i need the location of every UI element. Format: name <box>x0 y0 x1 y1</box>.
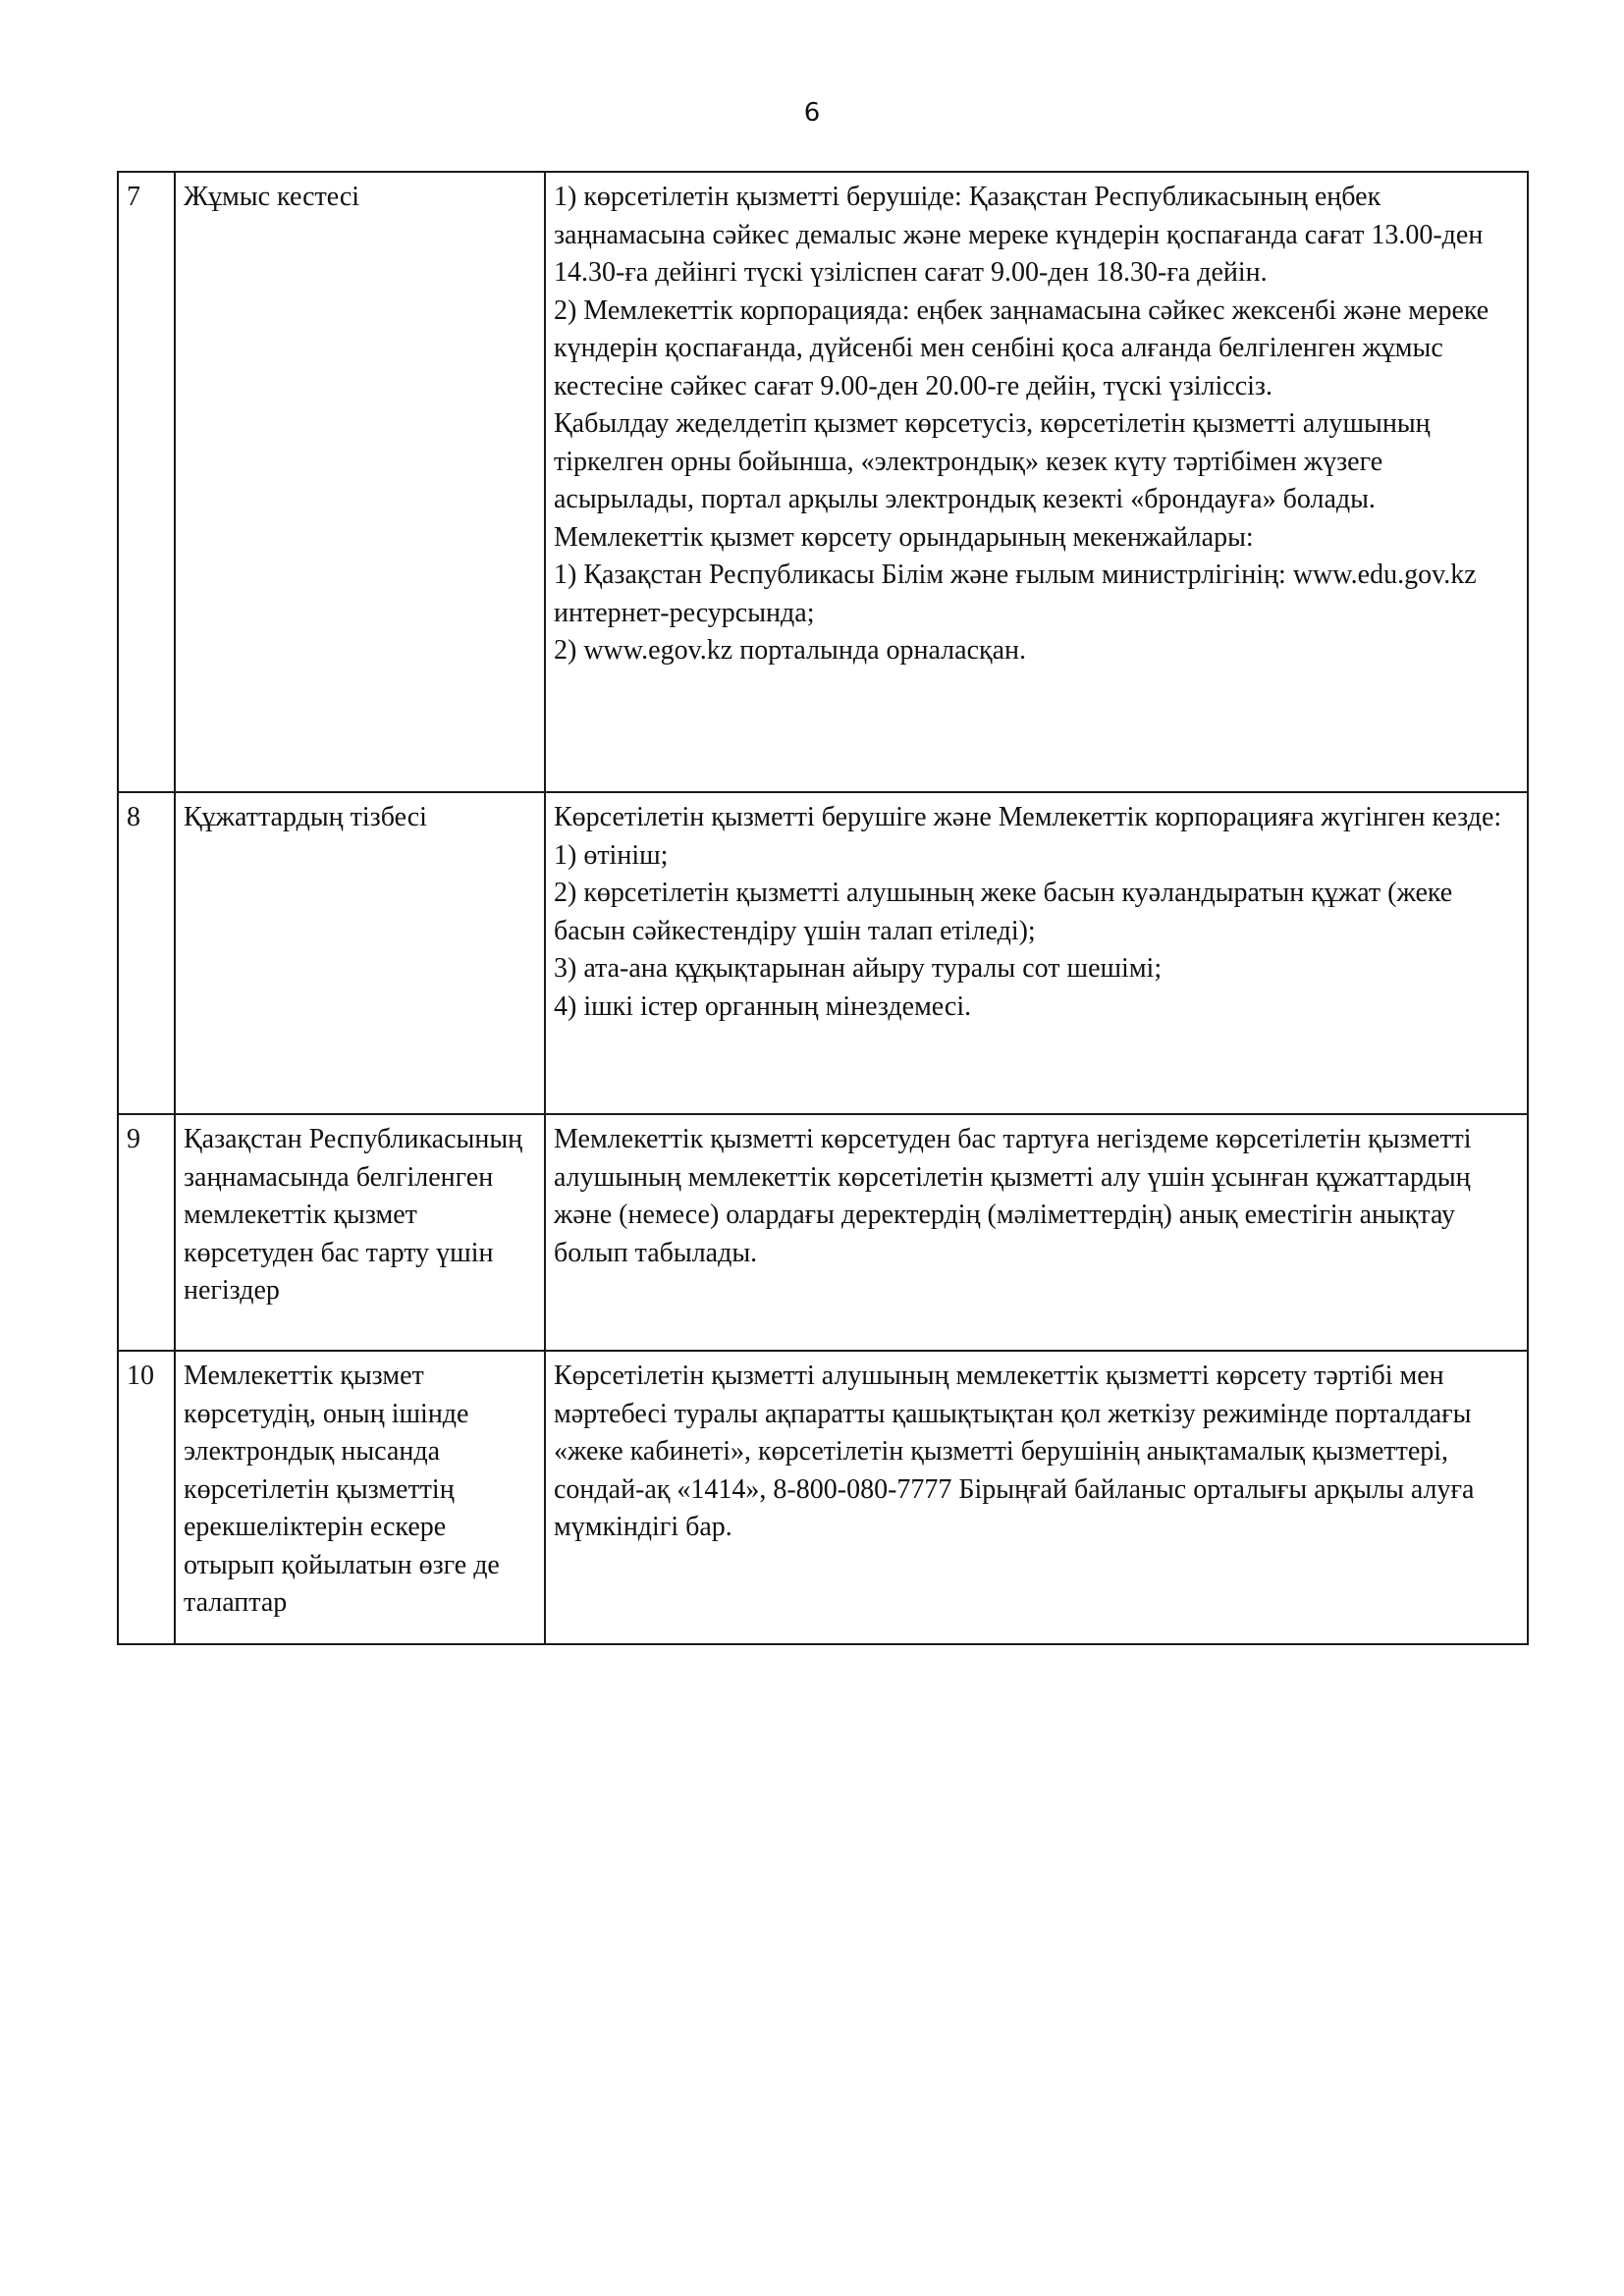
row-number: 10 <box>118 1351 175 1644</box>
description-paragraph: 2) www.egov.kz порталында орналасқан. <box>554 635 1027 666</box>
description-paragraph: 4) ішкі істер органның мінездемесі. <box>554 990 972 1022</box>
row-description <box>545 792 1528 1114</box>
row-name: Мемлекеттік қызмет көрсетудің, оның ішінде электрондық нысанда көрсетілетін қызметтің ерекшеліктерін ескере отырып қойылатын өзге де талаптар <box>175 1351 545 1644</box>
description-paragraph: Көрсетілетін қызметті берушіге және Мемлекеттік корпорацияға жүгінген кезде: <box>554 802 1502 832</box>
description-paragraph: 1) өтініш; <box>554 839 669 871</box>
row-description <box>545 1351 1528 1644</box>
description-paragraph: Көрсетілетін қызметті алушының мемлекеттік қызметті көрсету тәртібі мен мәртебесі туралы ақпаратты қашықтықтан қол жеткізу режимінде порталдағы «жеке кабинеті», көрсетілетін қызметті берушінің анықтамалық қызметтері, сондай-ақ «1414», 8-800-080-7777 Бірыңғай байланыс орталығы арқылы алуға мүмкіндігі бар. <box>554 1361 1475 1542</box>
table-row <box>118 792 1528 1114</box>
table-row <box>118 1114 1528 1351</box>
description-paragraph: Мемлекеттік қызмет көрсету орындарының мекенжайлары: <box>554 521 1254 553</box>
description-paragraph: 3) ата-ана құқықтарынан айыру туралы сот шешімі; <box>554 953 1163 984</box>
row-number: 7 <box>118 172 175 792</box>
row-name: Қазақстан Республикасының заңнамасында белгіленген мемлекеттік қызмет көрсетуден бас тарту үшін негіздер <box>175 1114 545 1351</box>
description-paragraph: 2) Мемлекеттік корпорацияда: еңбек заңнамасына сәйкес жексенбі және мереке күндерін қоспағанда, дүйсенбі мен сенбіні қоса алғанда белгіленген жұмыс кестесіне сәйкес сағат 9.00-ден 20.00-ге дейін, түскі үзіліссіз. <box>554 294 1489 401</box>
table-row <box>118 1351 1528 1644</box>
page-number: 6 <box>803 98 821 128</box>
description-paragraph: 1) көрсетілетін қызметті берушіде: Қазақстан Республикасының еңбек заңнамасына сәйкес демалыс және мереке күндерін қоспағанда сағат 13.00-ден 14.30-ға дейінгі түскі үзіліспен сағат 9.00-ден 18.30-ға дейін. <box>554 182 1484 288</box>
description-paragraph: 2) көрсетілетін қызметті алушының жеке басын куәландыратын құжат (жеке басын сәйкестендіру үшін талап етіледі); <box>554 878 1453 946</box>
table-row <box>118 172 1528 792</box>
row-number: 9 <box>118 1114 175 1351</box>
description-paragraph: 1) Қазақстан Республикасы Білім және ғылым министрлігінің: www.edu.gov.kz интернет-ресурсында; <box>554 560 1477 628</box>
service-standard-table <box>117 171 1529 1645</box>
row-number: 8 <box>118 792 175 1114</box>
row-name: Құжаттардың тізбесі <box>175 792 545 1114</box>
description-paragraph: Қабылдау жеделдетіп қызмет көрсетусіз, көрсетілетін қызметті алушының тіркелген орны бойынша, «электрондық» кезек күту тәртібімен жүзеге асырылады, портал арқылы электрондық кезекті «брондауға» болады. <box>554 408 1431 514</box>
row-description <box>545 172 1528 792</box>
description-paragraph: Мемлекеттік қызметті көрсетуден бас тартуға негіздеме көрсетілетін қызметті алушының мемлекеттік көрсетілетін қызметті алу үшін ұсынған құжаттардың және (немесе) олардағы деректердің (мәліметтердің) анық еместігін анықтау болып табылады. <box>554 1124 1472 1268</box>
row-name: Жұмыс кестесі <box>175 172 545 792</box>
row-description <box>545 1114 1528 1351</box>
